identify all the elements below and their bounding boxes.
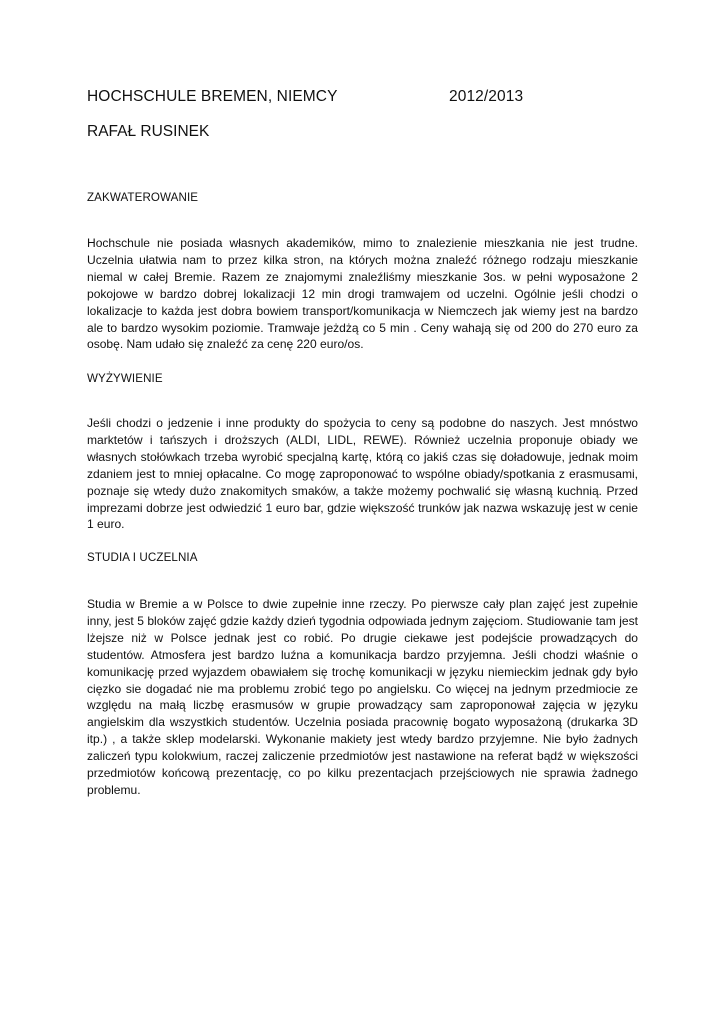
section-body-studies: Studia w Bremie a w Polsce to dwie zupełnie inne rzeczy. Po pierwsze cały plan zajęć jest zupełnie inny, jest 5 bloków zajęć gdzie każdy dzień tygodnia odpowiada jednym zajęciom. Studiowanie tam jest lżejsze niż w Polsce jednak jest co robić. Po drugie ciekawe jest podejście prowadzących do studentów. Atmosfera jest bardzo luźna a komunikacja bardzo przyjemna. Jeśli chodzi właśnie o komunikację przed wyjazdem obawiałem się trochę komunikacji w języku niemieckim jednak gdy było cięzko sie dogadać nie ma problemu zrobić tego po angielsku. Co więcej na jednym przedmiocie ze względu na małą liczbę erasmusów w grupie prowadzący sam zaproponował zajęcia w języku angielskim dla wszystkich studentów. Uczelnia posiada pracownię bogato wyposażoną (drukarka 3D itp.) , a także sklep modelarski. Wykonanie makiety jest wtedy bardzo przyjemne. Nie było żadnych zaliczeń typu kolokwium, raczej zaliczenie przedmiotów jest nastawione na referat bądź w większości przedmiotów końcową prezentację, co po kilku prezentacjach przejściowych nie sprawia żadnego problemu. — [87, 597, 638, 797]
author-name: RAFAŁ RUSINEK — [87, 123, 210, 140]
section-body-food: Jeśli chodzi o jedzenie i inne produkty do spożycia to ceny są podobne do naszych. Jest mnóstwo marktetów i tańszych i droższych (ALDI, LIDL, REWE). Również uczelnia proponuje obiady we własnych stołówkach trzeba wyrobić specjalną kartę, którą co jakiś czas się doładowuje, jednak moim zdaniem jest to mniej opłacalne. Co mogę zaproponować to wspólne obiady/spotkania z erasmusami, poznaje się wtedy dużo znakomitych smaków, a także możemy pochwalić się własną kuchnią. Przed imprezami dobrze jest odwiedzić 1 euro bar, gdzie większość trunków jak nazwa wskazuję jest w cenie 1 euro. — [87, 416, 638, 532]
institution-title: HOCHSCHULE BREMEN, NIEMCY — [87, 88, 338, 105]
academic-year: 2012/2013 — [449, 88, 524, 105]
section-body-accommodation: Hochschule nie posiada własnych akademików, mimo to znalezienie mieszkania nie jest trudne. Uczelnia ułatwia nam to przez kilka stron, na których można znaleźć różnego rodzaju mieszkanie niemal w całej Bremie. Razem ze znajomymi znaleźliśmy mieszkanie 3os. w pełni wyposażone 2 pokojowe w bardzo dobrej lokalizacji 12 min drogi tramwajem od uczelni. Ogólnie jeśli chodzi o lokalizacje to każda jest dobra bowiem transport/komunikacja w Niemczech jak wiemy jest na bardzo ale to bardzo wysokim poziomie. Tramwaje jeżdżą co 5 min . Ceny wahają się od 200 do 270 euro za osobę. Nam udało się znaleźć za cenę 220 euro/os. — [87, 236, 638, 352]
document-header — [87, 88, 647, 106]
section-heading-studies: STUDIA I UCZELNIA — [87, 551, 198, 564]
section-heading-accommodation: ZAKWATEROWANIE — [87, 191, 199, 204]
section-heading-food: WYŻYWIENIE — [87, 372, 163, 385]
